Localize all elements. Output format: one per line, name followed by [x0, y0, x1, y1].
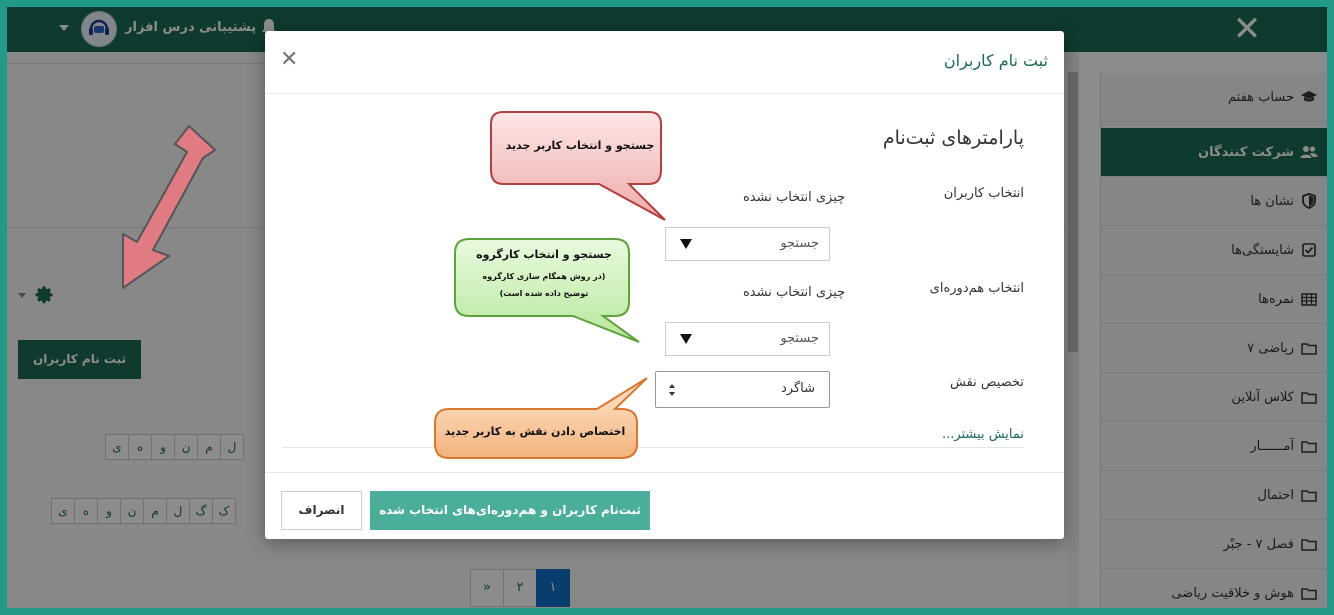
callout-cohort-title: جستجو و انتخاب کارگروه [476, 248, 612, 261]
modal-title: ثبت نام کاربران [943, 51, 1048, 70]
callout-bubble-user [489, 108, 679, 228]
callout-bubble-role [433, 376, 653, 462]
nav-item-label: نشان ها [1250, 193, 1294, 209]
modal-header [265, 31, 1064, 94]
divider [282, 447, 1024, 448]
initial-letter[interactable]: و [97, 498, 121, 524]
dropdown-arrow-icon[interactable] [680, 334, 692, 344]
initial-letter[interactable]: و [151, 434, 175, 460]
nav-item-label: ریاضی ۷ [1247, 340, 1294, 356]
callout-user-text: جستجو و انتخاب کاربر جدید [505, 139, 655, 152]
initial-letter[interactable]: ل [166, 498, 190, 524]
nav-item-label: حساب هفتم [1228, 89, 1294, 105]
page-2[interactable]: ۲ [503, 569, 537, 607]
callout-cohort-note: توضیح داده شده است) [499, 289, 589, 298]
initial-letter[interactable]: ی [51, 498, 75, 524]
initial-letter[interactable]: ه [74, 498, 98, 524]
initial-letter[interactable]: ل [220, 434, 244, 460]
annotation-arrow-icon [107, 122, 227, 292]
page-1[interactable]: ۱ [536, 569, 570, 607]
role-select[interactable] [655, 371, 830, 408]
enrol-users-button[interactable]: ثبت نام کاربران [18, 340, 141, 379]
nav-item-label: شایستگی‌ها [1231, 242, 1294, 258]
initial-letter[interactable]: م [197, 434, 221, 460]
cancel-button[interactable]: انصراف [281, 491, 362, 530]
section-heading: پارامترهای ثبت‌نام [882, 127, 1024, 149]
close-icon[interactable]: ✕ [1232, 9, 1262, 49]
nav-item-label: آمــــــار [1250, 438, 1294, 454]
initial-letter[interactable]: گ [189, 498, 213, 524]
enrol-submit-button[interactable]: ثبت‌نام کاربران و هم‌دوره‌ای‌های انتخاب شده [370, 491, 650, 530]
nav-item-label: شرکت کنندگان [1198, 144, 1294, 160]
nav-item-label: هوش و خلاقیت ریاضی [1171, 585, 1294, 601]
search-placeholder: جستجو [780, 331, 819, 346]
close-icon[interactable]: ✕ [280, 47, 299, 72]
show-more-link[interactable]: نمایش بیشتر... [941, 427, 1024, 442]
nav-item-label: فصل ۷ - جبْر [1223, 536, 1294, 552]
users-search-input[interactable] [665, 227, 830, 261]
page-next[interactable]: » [470, 569, 504, 607]
users-selection-status: چیزی انتخاب نشده [743, 190, 846, 205]
select-users-label: انتخاب کاربران [943, 186, 1024, 201]
initial-letter[interactable]: ن [120, 498, 144, 524]
callout-role-text: اختصاص دادن نقش به کاربر جدید [444, 425, 626, 438]
assign-role-label: تخصیص نقش [949, 375, 1024, 390]
dropdown-arrow-icon[interactable] [680, 239, 692, 249]
select-updown-icon [668, 382, 676, 396]
select-cohorts-label: انتخاب هم‌دوره‌ای [929, 281, 1024, 296]
app-frame [7, 7, 1327, 608]
initial-letter[interactable]: ک [212, 498, 236, 524]
callout-cohort-note: (در روش همگام سازی کارگروه [482, 272, 606, 281]
support-user-name[interactable]: پشتیبانی درس افزار [125, 20, 257, 35]
initial-letter[interactable]: ی [105, 434, 129, 460]
nav-item-label: احتمال [1257, 487, 1294, 503]
modal-footer [265, 472, 1064, 539]
nav-item-label: نمره‌ها [1258, 291, 1294, 307]
search-placeholder: جستجو [780, 236, 819, 251]
role-select-value: شاگرد [780, 381, 815, 396]
initial-letter[interactable]: م [143, 498, 167, 524]
cohorts-search-input[interactable] [665, 322, 830, 356]
enrol-users-dialog [265, 31, 1064, 539]
initial-letter[interactable]: ن [174, 434, 198, 460]
initial-letter[interactable]: ه [128, 434, 152, 460]
nav-item-label: کلاس آنلاین [1231, 389, 1294, 405]
cohorts-selection-status: چیزی انتخاب نشده [743, 285, 846, 300]
